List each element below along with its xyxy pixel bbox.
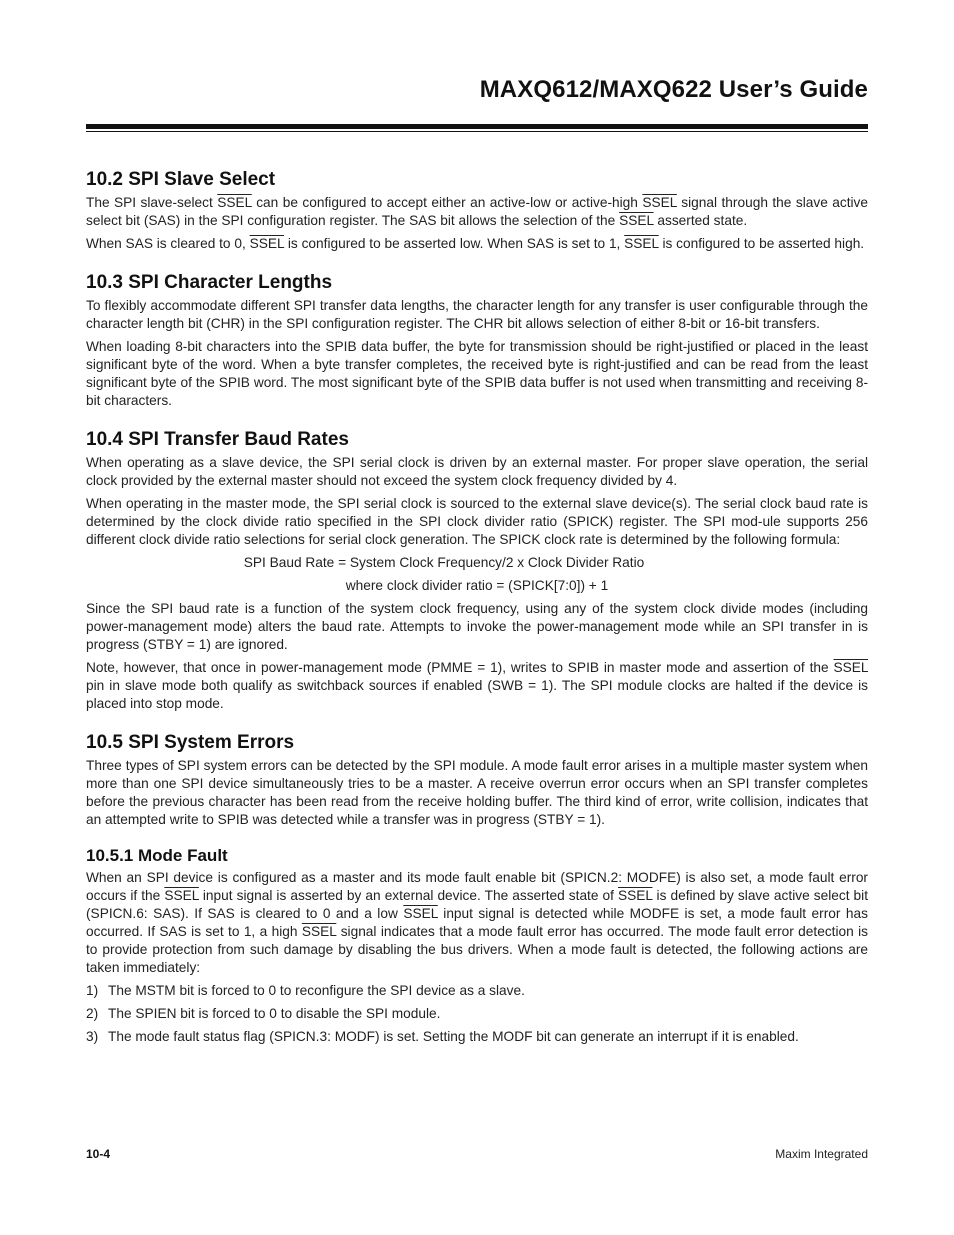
mode-fault-actions-list [86,982,868,1046]
heading-10-3: 10.3 SPI Character Lengths [86,272,333,293]
ssel-signal: SSEL [619,213,654,228]
list-number: 2) [86,1006,99,1021]
para-10-5-1-1: When an SPI device is configured as a master and its mode fault enable bit (SPICN.2: MODFE) is also set, a mode fault error occurs if the SSEL input signal is asserted by an external device. The asserted state of SSEL is defined by slave active select bit (SPICN.6: SAS). If SAS is cleared to 0 and a low SSEL input signal is detected while MODFE is set, a mode fault error has occurred. If SAS is set to 1, a high SSEL signal indicates that a mode fault error has occurred. The mode fault error detection is to provide protection from such damage by disabling the bus drivers. When a mode fault is detected, the following actions are taken immediately: [86,870,868,975]
formula-baud-rate: SPI Baud Rate = System Clock Frequency/2 x Clock Divider Ratio [243,555,645,570]
para-10-4-1: When operating as a slave device, the SPI serial clock is driven by an external master. For proper slave operation, the serial clock provided by the external master should not exceed the system clock frequency divided by 4. [86,455,868,488]
ssel-signal: SSEL [164,888,199,903]
ssel-signal: SSEL [617,888,653,903]
para-10-3-2: When loading 8-bit characters into the SPIB data buffer, the byte for transmission should be right-justified or placed in the least significant byte of the word. When a byte transfer completes, the received byte is right-justified and can be read from the least significant byte of the SPIB word. The most significant byte of the SPIB data buffer is not used when transmitting and receiving 8-bit characters. [86,339,868,408]
list-item [86,982,868,1000]
list-item [86,1005,868,1023]
ssel-signal: SSEL [642,195,677,210]
ssel-signal: SSEL [403,906,438,921]
ssel-signal: SSEL [301,924,337,939]
formula-divider-ratio: where clock divider ratio = (SPICK[7:0]) + 1 [345,578,609,593]
ssel-signal: SSEL [624,236,659,251]
header-rule-thick [86,124,868,129]
para-10-4-2: When operating in the master mode, the SPI serial clock is sourced to the external slave device(s). The serial clock baud rate is determined by the clock divide ratio specified in the SPI clock divider ratio (SPICK) register. The SPI mod-ule supports 256 different clock divide ratio selections for serial clock generation. The SPICK clock rate is determined by the following formula: [86,496,868,547]
list-number: 3) [86,1029,99,1044]
ssel-signal: SSEL [833,660,868,675]
heading-10-5: 10.5 SPI System Errors [86,732,295,753]
para-10-4-3: Since the SPI baud rate is a function of the system clock frequency, using any of the system clock divide modes (including power-management mode) alters the baud rate. Attempts to invoke the power-management mode while an SPI transfer in is progress (STBY = 1) are ignored. [86,601,868,652]
page-number: 10-4 [86,1147,111,1161]
ssel-signal: SSEL [249,236,285,251]
heading-10-4: 10.4 SPI Transfer Baud Rates [86,429,349,450]
para-10-3-1: To flexibly accommodate different SPI transfer data lengths, the character length for any transfer is user configurable through the character length bit (CHR) in the SPI configuration register. The CHR bit allows selection of either 8-bit or 16-bit transfers. [86,298,868,331]
document-title: MAXQ612/MAXQ622 User’s Guide [479,76,868,103]
list-text: The MSTM bit is forced to 0 to reconfigure the SPI device as a slave. [108,983,525,998]
list-text: The SPIEN bit is forced to 0 to disable the SPI module. [108,1006,441,1021]
header-rule-thin [86,131,868,132]
company-name: Maxim Integrated [775,1147,868,1161]
content [86,169,868,1051]
heading-10-5-1: 10.5.1 Mode Fault [86,846,228,865]
heading-10-2: 10.2 SPI Slave Select [86,169,276,190]
para-10-2-2: When SAS is cleared to 0, SSEL is configured to be asserted low. When SAS is set to 1, SSEL is configured to be asserted high. [86,236,865,251]
ssel-signal: SSEL [217,195,252,210]
para-10-4-4: Note, however, that once in power-management mode (PMME = 1), writes to SPIB in master mode and assertion of the SSEL pin in slave mode both qualify as switchback sources if enabled (SWB = 1). The SPI module clocks are halted if the device is placed into stop mode. [86,660,868,711]
list-item [86,1028,868,1046]
list-number: 1) [86,983,99,998]
para-10-5-1: Three types of SPI system errors can be detected by the SPI module. A mode fault error arises in a multiple master system when more than one SPI device simultaneously tries to be a master. A receive overrun error occurs when an SPI transfer completes before the previous character has been read from the receive holding buffer. The third kind of error, write collision, indicates that an attempted write to SPIB was detected while a transfer was in progress (STBY = 1). [86,758,868,827]
para-10-2-1: The SPI slave-select SSEL can be configured to accept either an active-low or active-high SSEL signal through the slave active select bit (SAS) in the SPI configuration register. The SAS bit allows the selection of the SSEL asserted state. [86,195,869,228]
list-text: The mode fault status flag (SPICN.3: MODF) is set. Setting the MODF bit can generate an interrupt if it is enabled. [108,1029,799,1044]
